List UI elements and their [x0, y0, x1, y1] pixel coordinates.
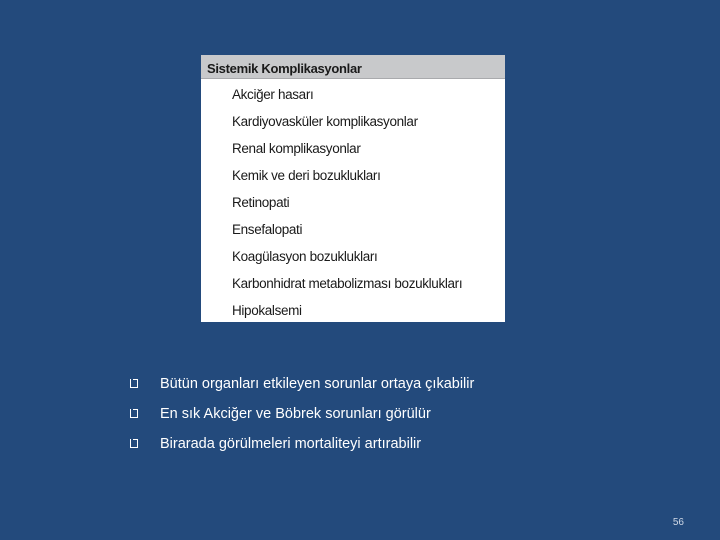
table-row: Retinopati: [232, 195, 290, 210]
table-row: Hipokalsemi: [232, 303, 302, 318]
table-rows: [201, 81, 505, 322]
table-row: Kemik ve deri bozuklukları: [232, 168, 381, 183]
table-row: Koagülasyon bozuklukları: [232, 249, 378, 264]
page-number: 56: [672, 517, 684, 528]
bullet-item: [130, 400, 690, 430]
table-row: Kardiyovasküler komplikasyonlar: [232, 114, 418, 129]
table-row: Akciğer hasarı: [232, 87, 314, 102]
bullet-text: Birarada görülmeleri mortaliteyi artırabilir: [160, 436, 422, 452]
square-bullet-icon: [130, 409, 138, 418]
table-row: Ensefalopati: [232, 222, 303, 237]
square-bullet-icon: [130, 379, 138, 388]
table-header: Sistemik Komplikasyonlar: [201, 55, 505, 79]
complications-table: [201, 55, 505, 322]
bullet-text: Bütün organları etkileyen sorunlar ortaya çıkabilir: [160, 376, 475, 392]
square-bullet-icon: [130, 439, 138, 448]
table-row: Renal komplikasyonlar: [232, 141, 361, 156]
table-row: Karbonhidrat metabolizması bozuklukları: [232, 276, 463, 291]
bullet-text: En sık Akciğer ve Böbrek sorunları görülür: [160, 406, 431, 422]
bullet-item: [130, 370, 690, 400]
bullet-item: [130, 430, 690, 460]
bullet-list: [130, 370, 690, 460]
